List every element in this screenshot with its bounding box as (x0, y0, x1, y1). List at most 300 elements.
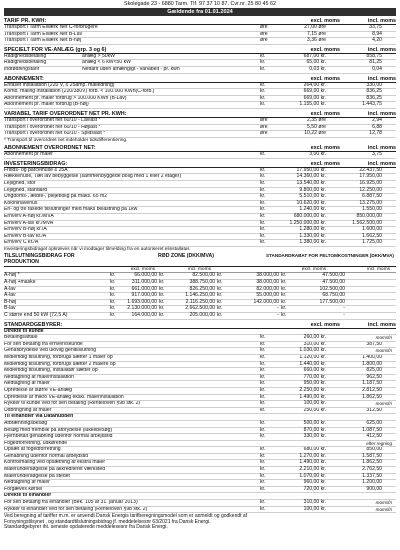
row-label: A-høj +maske (4, 279, 36, 286)
table-row (4, 348, 396, 355)
excl-value: 264,00 kr. (303, 81, 326, 88)
unit: kr. (217, 292, 223, 299)
incl-value (326, 335, 382, 341)
incl-value: 850,00 (366, 446, 382, 453)
row-label: Transport i overordnet net 60/10 - Højlast * (4, 124, 101, 130)
unit: øre (260, 30, 268, 37)
excl-value: 250,00 kr. (303, 406, 326, 413)
col-excl: excl. moms (130, 267, 155, 273)
section-title: SPECIELT FOR VE-ANLÆG (grp. 3 og 6) (4, 46, 107, 53)
excl-value: 950,00 kr. (303, 380, 326, 387)
unit: kr. (110, 285, 116, 292)
table-row (4, 441, 396, 448)
table-row (4, 221, 396, 228)
excl-value: 2.210,00 kr. (299, 466, 326, 473)
section-title: INVESTERINGSBIDRAG: (4, 160, 68, 167)
excl-value: 1.270,00 kr. (299, 452, 326, 459)
value: 826.250,00 (189, 285, 215, 292)
section-title: STANDARDGEBYRER: (4, 321, 63, 328)
unit: kr. (260, 52, 266, 59)
col-incl: incl. moms (367, 110, 396, 117)
table-row (4, 54, 396, 61)
incl-value: 330,00 (366, 81, 382, 88)
col-excl: excl. moms (310, 46, 340, 53)
footer-line: Ved beregning af tariffer m.m. er anvendt Dansk Energis tarifberegningsmodel som er anmeldt og godkendt af (4, 513, 248, 520)
table-row (4, 194, 396, 201)
incl-value: 1.800,00 (362, 360, 382, 367)
row-label: Fjernbetalt genåbning udenfor normal arbejdstid (4, 434, 113, 440)
vat-note: momsfri (375, 335, 392, 341)
unit: kr. (281, 292, 287, 299)
row-label: Rykker til kunde ved for sen betaling (Renteloven §9b stk. 2) (4, 401, 141, 407)
unit (260, 441, 286, 447)
row-label: Målerundersøgelse på stedet (4, 473, 70, 479)
row-label: Lejlighed, standard (4, 187, 48, 193)
incl-value: 3,75 (372, 151, 382, 158)
unit: kr. (110, 298, 116, 305)
incl-value: 16.925,00 (359, 180, 382, 186)
unit: kr. (260, 65, 266, 72)
row-label: Oprettelse af mikro VE-anlæg ekskl. målerinstallation (4, 394, 124, 400)
unit: kr. (260, 340, 266, 347)
value: 1.146.250,00 (185, 292, 215, 299)
excl-value: 27,00 øre (304, 24, 326, 30)
value: 82.500,00 (192, 272, 215, 279)
excl-value: 14.360,00 kr. (296, 173, 326, 180)
unit: kr. (260, 446, 266, 453)
unit: kr. (260, 406, 266, 413)
red-zone-header: RØD ZONE (DKK/MVA) (157, 253, 215, 260)
unit: kr. (260, 367, 266, 374)
incl-value: 1.600,00 (362, 226, 382, 233)
excl-value: 1.490,00 kr. (299, 459, 326, 466)
table-row (4, 460, 396, 467)
row-label: Udbringning af måler (4, 407, 52, 413)
col-incl: incl. moms (367, 267, 390, 273)
footer-notes (4, 514, 396, 531)
incl-value (326, 507, 382, 513)
excl-value: 10.620,00 kr. (296, 199, 326, 206)
subsection-heading (4, 414, 396, 421)
unit: kr. (260, 485, 266, 492)
unit: kr. (260, 373, 266, 380)
unit: kr. (260, 232, 266, 239)
standard-fees-section (4, 322, 396, 514)
incl-value: 13.275,00 (359, 199, 382, 206)
unit: kr. (260, 466, 266, 473)
unit: kr. (260, 239, 266, 246)
unit: øre (260, 130, 268, 137)
row-label: Indfødningstarif (4, 66, 40, 72)
table-row (4, 500, 396, 507)
value: 47.500,00 (322, 272, 345, 279)
excl-value: 5.510,00 kr. (299, 193, 326, 200)
table-row (4, 38, 396, 45)
row-label: Transport i Tarm Elværk Net B-Lav (4, 31, 83, 37)
invest-section (4, 161, 396, 253)
row-label: B-høj (4, 298, 17, 305)
table-row (4, 214, 396, 221)
footer-line: Standardgebyrer iht. seneste opdaterede meddelesesnr fra Dansk Energi. (4, 524, 168, 531)
table-row (4, 168, 396, 175)
variabel-section (4, 111, 396, 143)
excl-value: 1.380,00 kr. (299, 239, 326, 246)
unit: kr. (159, 292, 165, 299)
unit: kr. (260, 353, 266, 360)
incl-value: 6.887,50 (362, 193, 382, 200)
unit: øre (260, 116, 268, 123)
unit: kr. (260, 199, 266, 206)
value: 38.000,00 (256, 279, 279, 286)
row-label: Abonnement pr måler (4, 152, 53, 158)
unit: kr. (260, 88, 266, 95)
excl-value: 1.030,00 kr. (299, 347, 326, 354)
value: - (343, 312, 345, 318)
value: 205.000,00 (189, 312, 215, 318)
unit: kr. (260, 193, 266, 200)
special-section (4, 47, 396, 74)
incl-value: 962,50 (366, 373, 382, 380)
col-excl: excl. moms (310, 160, 340, 167)
unit: kr. (110, 279, 116, 286)
excl-value: 10,22 øre (304, 130, 326, 137)
vat-note: momsfri (375, 506, 392, 512)
unit: kr. (260, 101, 266, 108)
row-label: Målerundersøgelse på akkrediteret værksted (4, 467, 106, 473)
table-row (4, 201, 396, 208)
excl-value: 669,00 kr. (303, 94, 326, 101)
table-row (4, 342, 396, 349)
col-incl: incl. moms (367, 321, 396, 328)
excl-value: 3,36 øre (307, 37, 326, 44)
subsection-heading (4, 329, 396, 336)
unit: kr. (110, 272, 116, 279)
table-row (4, 368, 396, 375)
excl-value: 260,00 kr. (303, 334, 326, 341)
valid-from-banner: Gældende fra 01.01.2024 (4, 8, 396, 16)
col-excl: excl. moms (310, 145, 340, 152)
excl-value: 7,15 øre (307, 30, 326, 37)
vat-note: efter regning (366, 440, 392, 446)
unit: kr. (281, 285, 287, 292)
row-label: Forgæves kørsel (4, 486, 43, 492)
table-row (4, 96, 396, 103)
unit: kr. (281, 305, 287, 312)
section-title: TARIF PR. KWH: (4, 18, 47, 24)
row-label: Genåbning udenfor normal arbejdstid (4, 453, 89, 459)
unit: kr. (260, 505, 266, 512)
value: 142.000,00 (253, 298, 279, 305)
col-excl: excl. moms (301, 267, 326, 273)
row-label: Ungdoms-, ældre-, plejebolig på maks. 65 m2 (4, 194, 108, 200)
row-label: A-lav (4, 292, 16, 299)
table-row (4, 375, 396, 382)
row-label: Fogedforretning, udkørende (4, 440, 68, 446)
col-incl: incl. moms (367, 18, 396, 24)
row-label: En- og tre fasede tilslutninger med maks belastning på 1kw (4, 207, 138, 213)
row-label: Midlertidig tilslutning, forbrugs sætter 1 måler op (4, 354, 113, 360)
incl-value: 81,25 (369, 59, 382, 66)
incl-value: 900,00 (366, 485, 382, 492)
excl-value: 960,00 kr. (303, 479, 326, 486)
incl-value: 17.950,00 (359, 173, 382, 180)
value: 102.500,00 (319, 285, 345, 292)
excl-value: 100,00 kr. (303, 505, 326, 512)
incl-value: 1.725,00 (362, 239, 382, 246)
table-row (4, 395, 396, 402)
unit: kr. (260, 226, 266, 233)
unit: kr. (110, 292, 116, 299)
value: 55.000,00 (256, 292, 279, 299)
value: 2.130.000,00 (127, 305, 157, 312)
unit: kr. (260, 206, 266, 213)
incl-value: 12.250,00 (359, 186, 382, 193)
unit: kr. (260, 472, 266, 479)
excl-value: 500,00 kr. (303, 419, 326, 426)
invest-note: Investeringsbidraget opkræves når vi modtager tilmelding fra en autoriseret elinstallatør. (4, 246, 191, 252)
unit: kr. (159, 312, 165, 318)
incl-value: 22.437,50 (359, 166, 382, 173)
incl-value: 2.762,50 (362, 466, 382, 473)
unit: kr. (260, 426, 266, 433)
vat-note: momsfri (375, 401, 392, 407)
unit: kr. (260, 419, 266, 426)
incl-value (326, 493, 382, 499)
table-row (4, 362, 396, 369)
row-label: Transport i overordnet net 60/10 - Lavlast * (4, 117, 101, 123)
excl-value: 1.330,00 kr. (299, 232, 326, 239)
row-label: A-lav (4, 285, 16, 292)
table-row (4, 428, 396, 435)
row-detail: anlæg > 50kW (82, 53, 115, 59)
table-row (4, 102, 396, 109)
excl-value: 770,00 kr. (303, 373, 326, 380)
row-label: Erhverv A-lav kr./MVA (4, 220, 54, 226)
row-label: Midlertidig tilslutning, forbrugs sætter 2 målere op (4, 361, 116, 367)
incl-value: 412,50 (366, 433, 382, 440)
row-label: Genaflbrydelse ved ulovlig genltilslutning (4, 348, 97, 354)
excl-value: 1.070,00 kr. (299, 472, 326, 479)
table-row (4, 401, 396, 408)
unit: kr. (260, 452, 266, 459)
unit: kr. (217, 298, 223, 305)
value: - (343, 305, 345, 312)
table-row (4, 240, 396, 247)
unit: øre (260, 123, 268, 130)
excl-value: 2.250,00 kr. (299, 386, 326, 393)
unit: kr. (110, 305, 116, 312)
excl-value: 0,03 kr. (309, 65, 326, 72)
incl-value (326, 329, 382, 335)
incl-value: 12,78 (369, 130, 382, 137)
excl-value: 1.120,00 kr. (299, 353, 326, 360)
section-title: ABONNEMENT OVERORDNET NET: (4, 145, 96, 152)
row-label: C større end 50 kW (72,5 A) (4, 312, 68, 318)
excl-value (286, 441, 326, 447)
row-label: Opsæt af fogedforretning (4, 447, 61, 453)
incl-value (326, 401, 382, 407)
unit: øre (260, 37, 268, 44)
excl-value: 687,00 kr. (303, 52, 326, 59)
field-cost-header: STANDARDRABAT FOR FELTOMKOSTNINGER (DKK/MVA) (266, 253, 394, 259)
unit: kr. (217, 272, 223, 279)
unit: kr. (159, 279, 165, 286)
unit: kr. (281, 298, 287, 305)
table-row (4, 454, 396, 461)
excl-value: 310,00 kr. (303, 340, 326, 347)
table-row (4, 181, 396, 188)
section-title: VARIABEL TARIF OVERORDNET NET PR. KWH: (4, 110, 127, 117)
table-row (4, 313, 396, 320)
excl-value: 1.440,00 kr. (299, 360, 326, 367)
table-row (4, 174, 396, 181)
table-row (4, 25, 396, 32)
col-excl: excl. moms (310, 321, 340, 328)
incl-value: 387,50 (366, 340, 382, 347)
section-title: ABONNEMENT: (4, 75, 44, 82)
unit: kr. (260, 393, 266, 400)
unit: kr. (281, 279, 287, 286)
incl-value: 4,20 (372, 37, 382, 44)
unit: kr. (260, 173, 266, 180)
incl-value (326, 500, 382, 506)
unit: kr. (260, 94, 266, 101)
unit: kr. (260, 212, 266, 219)
incl-value: 825,00 (366, 367, 382, 374)
row-label: Nedtagning af målerinstallation (4, 374, 74, 380)
table-row (4, 227, 396, 234)
table-row (4, 118, 396, 125)
unit: kr. (159, 298, 165, 305)
row-label: Direkte til elhandler (4, 493, 52, 499)
incl-value: 836,25 (366, 94, 382, 101)
col-incl: incl. moms (188, 267, 211, 273)
company-address: Skolegade 23 - 6880 Tarm. Tlf. 97 37 10 87. Cvr.nr. 25 80 45 62 (123, 1, 277, 7)
unit: kr. (260, 479, 266, 486)
table-row (4, 131, 396, 138)
row-label: Erhverv B-lav kr./A (4, 233, 47, 239)
unit: kr. (159, 305, 165, 312)
incl-value: 850.000,00 (356, 212, 382, 219)
unit: kr. (260, 347, 266, 354)
row-label: Til elhandler via Datahubben (4, 414, 74, 420)
incl-value: 1.200,00 (362, 479, 382, 486)
table-row (4, 434, 396, 441)
unit: kr. (217, 285, 223, 292)
tarif-section (4, 18, 396, 45)
unit: kr. (281, 272, 287, 279)
excl-value: 100,00 kr. (303, 400, 326, 407)
incl-value (326, 348, 382, 354)
section-title: TILSLUTNINGSBIDRAG FOR PRODUKTION (4, 253, 75, 266)
unit: kr. (260, 380, 266, 387)
excl-value: 13.540,00 kr. (296, 180, 326, 186)
excl-value: 1.250.000,00 kr. (289, 219, 326, 226)
value: 311.000,00 (131, 279, 157, 286)
incl-value: 836,25 (366, 88, 382, 95)
row-detail: Nettarif uden afhængigt - variabelt - pr. kwh (82, 66, 180, 72)
incl-value: 1.337,50 (362, 472, 382, 479)
value: 164.000,00 (131, 312, 157, 318)
incl-value: 1.087,50 (362, 426, 382, 433)
table-row (4, 507, 396, 514)
row-label: Betalingsaftale (4, 335, 38, 341)
row-label: Oprettelse af større VE-anlæg (4, 387, 72, 393)
unit: kr. (159, 285, 165, 292)
incl-value: 1.562.500,00 (352, 219, 382, 226)
excl-value: 310,00 kr. (303, 499, 326, 506)
excl-value: 1.155,00 kr. (299, 101, 326, 108)
row-label: Transport i overordnet net 60/10 - Spidslast * (4, 131, 106, 137)
unit: kr. (260, 334, 266, 341)
incl-value: 2,94 (372, 116, 382, 123)
row-label: Midlertidig tilslutning, installatør sætter op (4, 368, 98, 374)
row-label: Rådighedsbetaling (4, 53, 47, 59)
row-label: Transport i Tarm Elværk Net B-høj (4, 38, 81, 44)
incl-value: 1.862,50 (362, 459, 382, 466)
abonnement-section (4, 76, 396, 109)
unit: kr. (260, 360, 266, 367)
table-row (4, 89, 396, 96)
incl-value: 1.443,75 (362, 101, 382, 108)
unit: kr. (260, 400, 266, 407)
unit: kr. (217, 279, 223, 286)
row-label: Nedtagning af måler (4, 480, 50, 486)
value: 661.000,00 (131, 285, 157, 292)
incl-value: 312,50 (366, 406, 382, 413)
unit: kr. (260, 459, 266, 466)
table-row (4, 355, 396, 362)
incl-value: 1.187,50 (362, 380, 382, 387)
row-label: Abonnement pr. måler forbrug (B-høj) (4, 102, 89, 108)
value: - (277, 305, 279, 312)
incl-value: 1.662,50 (362, 232, 382, 239)
table-row (4, 447, 396, 454)
incl-value: 33,75 (369, 24, 382, 30)
unit: kr. (110, 312, 116, 318)
excl-value: 65,00 kr. (306, 59, 326, 66)
abon2-section (4, 145, 396, 159)
excl-value: 17.950,00 kr. (296, 166, 326, 173)
unit: kr. (281, 312, 287, 318)
col-incl: incl. moms (367, 145, 396, 152)
value: 388.750,00 (189, 279, 215, 286)
value: 82.000,00 (256, 285, 279, 292)
table-row (4, 480, 396, 487)
row-detail: anlæg < 6 kW<50 kW (82, 60, 131, 66)
table-row (4, 32, 396, 39)
col-excl: excl. moms (310, 110, 340, 117)
table-row (4, 487, 396, 494)
subsection-heading (4, 493, 396, 500)
unit: kr. (260, 499, 266, 506)
incl-value: 1.587,50 (362, 452, 382, 459)
unit: kr. (260, 386, 266, 393)
value: - (277, 312, 279, 318)
table-row (4, 474, 396, 481)
row-label: Kontrolmåling ved opsætning af ekstra måler (4, 460, 106, 466)
incl-value: 625,00 (366, 419, 382, 426)
row-label: For sen betaling fra erhvervskunde (4, 341, 83, 347)
row-label: A-høj * (4, 272, 20, 279)
value: 177.500,00 (319, 298, 345, 305)
unit: kr. (260, 186, 266, 193)
table-row (4, 421, 396, 428)
excl-value: 3,00 kr. (309, 151, 326, 158)
value: 1.693.000,00 (127, 298, 157, 305)
table-row (4, 234, 396, 241)
row-label: Direkte til kunde (4, 328, 44, 334)
